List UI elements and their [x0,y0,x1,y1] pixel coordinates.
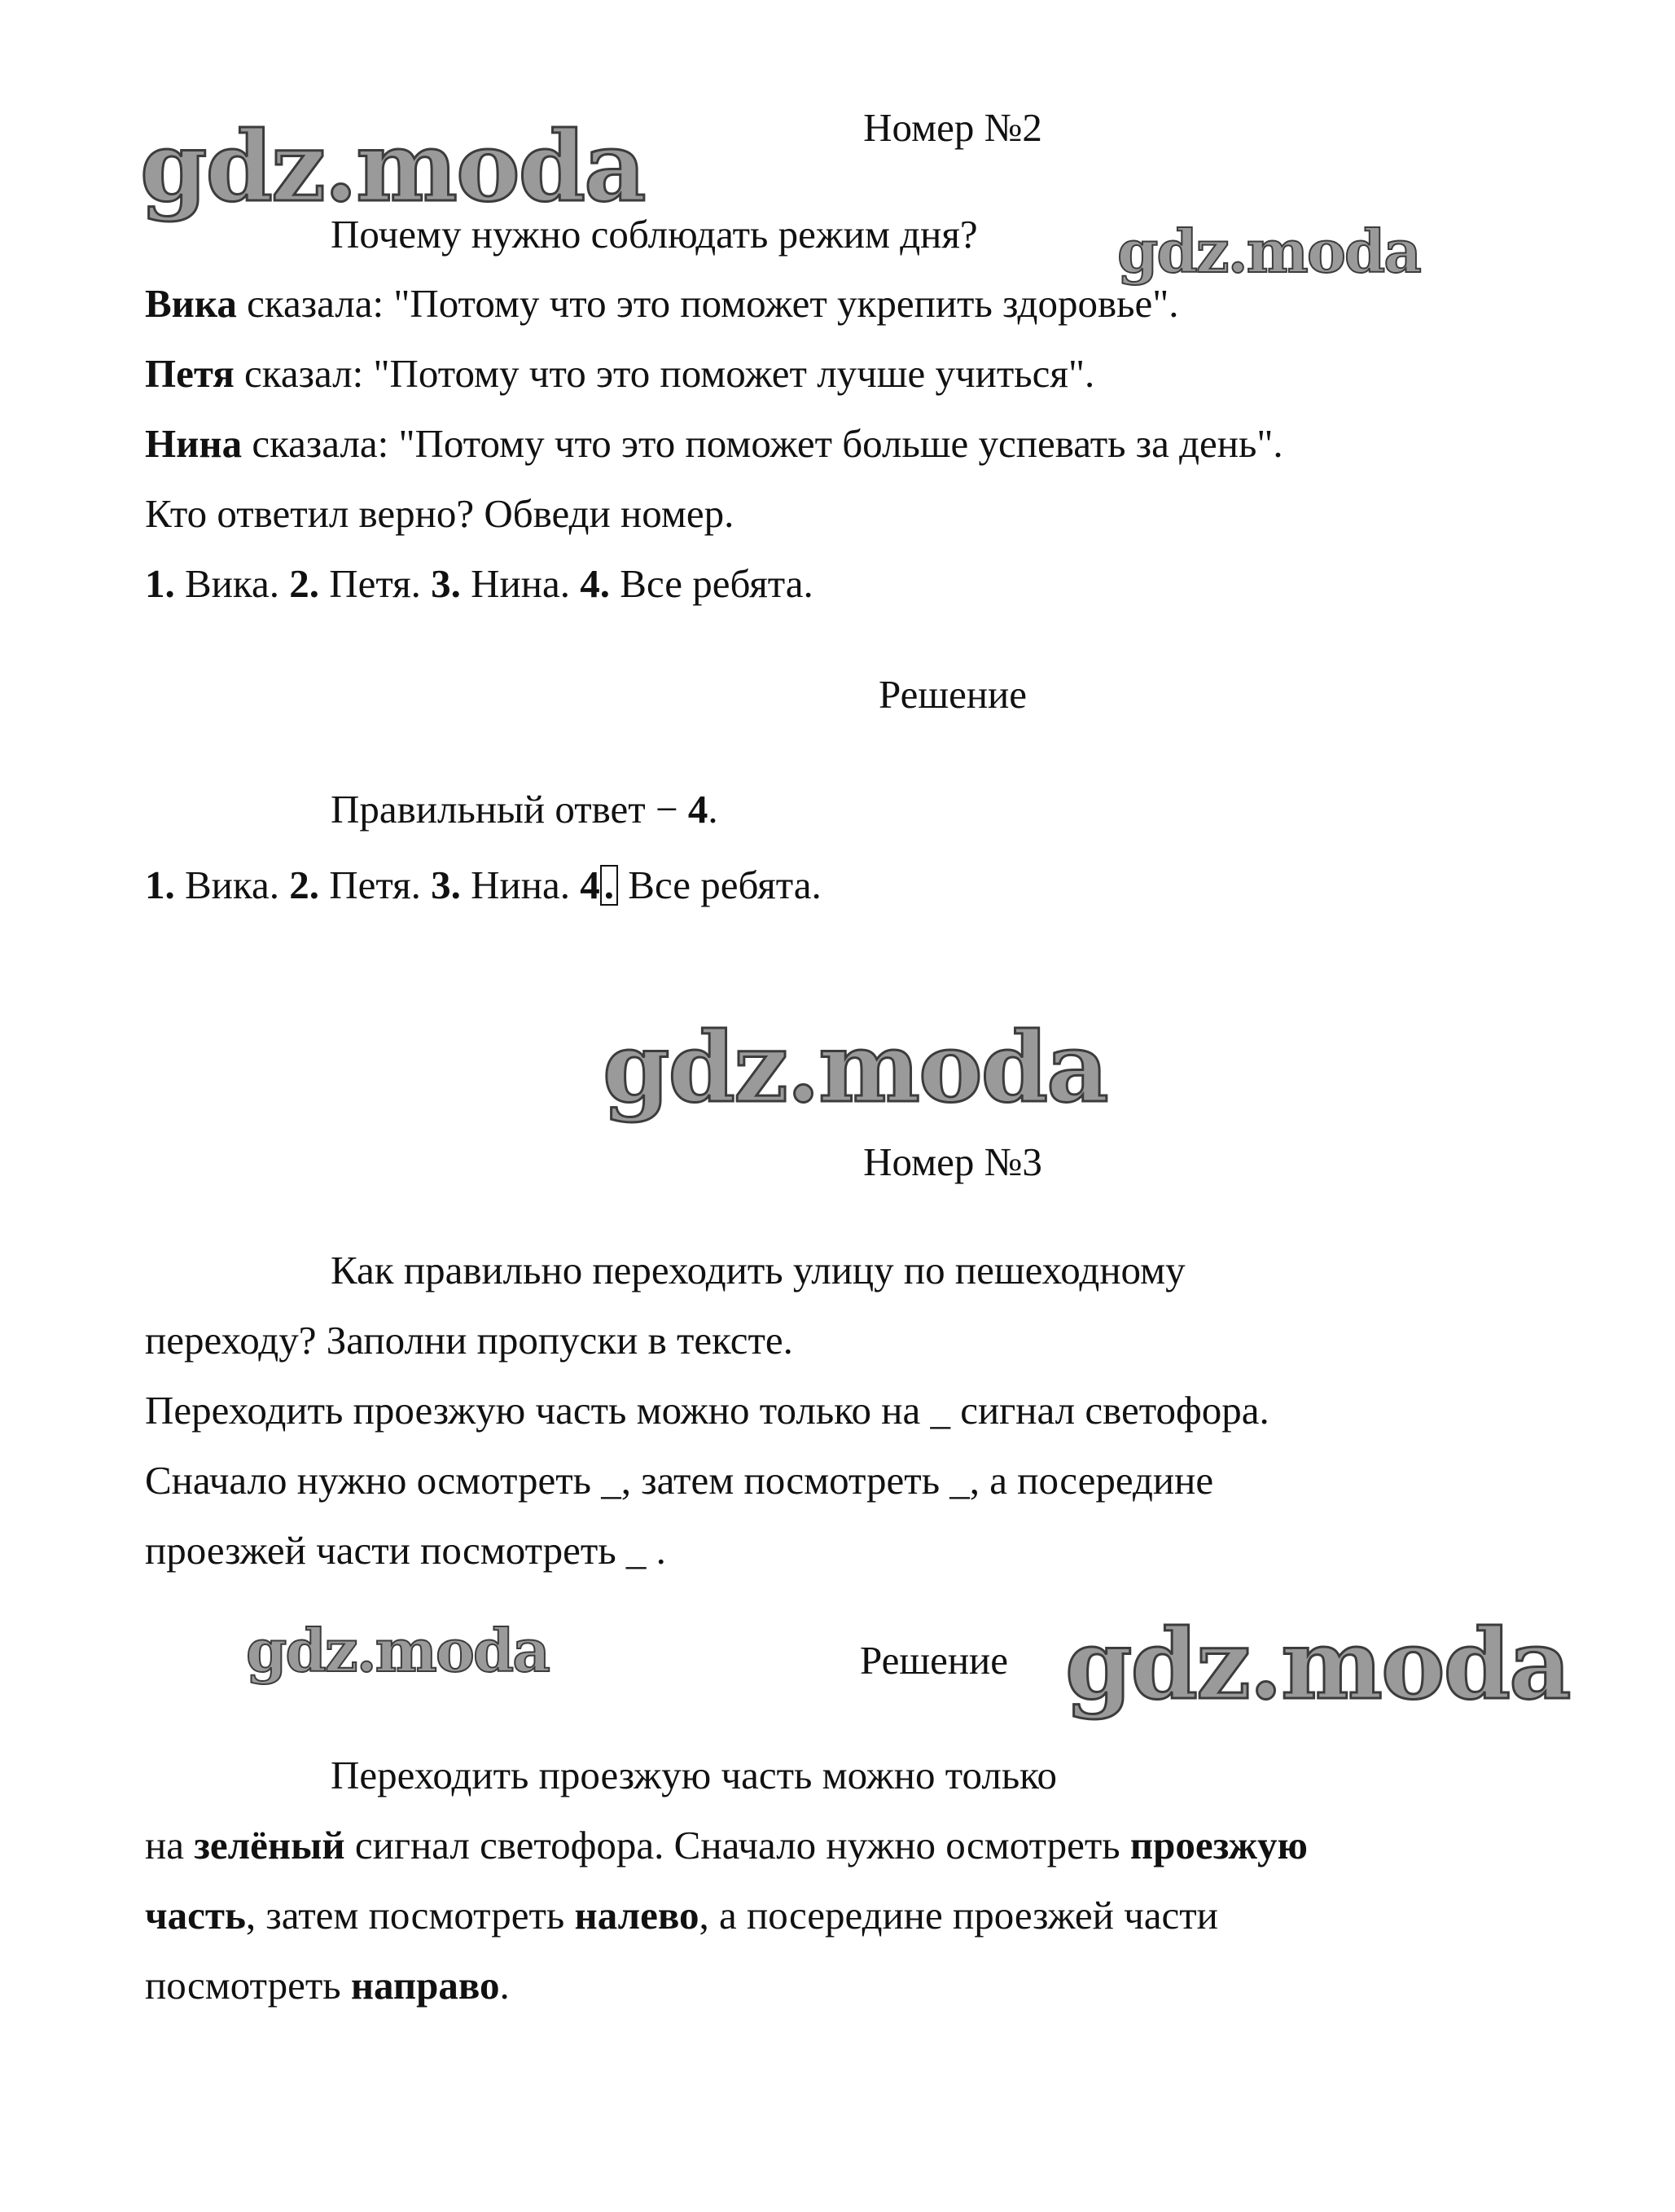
option-number-circled: 4 [580,862,600,907]
circled-answer-mark [600,862,618,907]
task2-answer-vika [145,279,1178,328]
task3-text-line2: Сначало нужно осмотреть _, затем посмотреть _, а посередине [145,1458,1214,1503]
solution-text: , а посередине проезжей части [699,1893,1218,1938]
option-label: Все ребята. [618,862,822,907]
option-label: Все ребята. [610,561,813,606]
task2-solution-heading: Решение [878,672,1028,717]
option-number: 1. [145,862,175,907]
option-number: 1. [145,561,175,606]
option-number: 2. [289,561,319,606]
answer-text: сказала: "Потому что это поможет больше успевать за день". [242,421,1283,466]
task3-question-line2: переходу? Заполни пропуски в тексте. [145,1318,793,1363]
watermark-logo: gdz.moda [140,110,645,223]
task2-options [145,560,813,608]
task3-number: Номер №3 [863,1139,1042,1184]
solution-answer: налево [574,1893,699,1938]
task2-options-answered [145,861,822,910]
option-label: Нина. [460,862,581,907]
correct-prefix: Правильный ответ − [331,787,688,832]
task3-text-line3: проезжей части посмотреть _ . [145,1528,666,1573]
watermark-logo: gdz.moda [603,1011,1107,1124]
answer-name: Нина [145,421,243,466]
task3-question-line1: Как правильно переходить улицу по пешеходному [331,1248,1186,1293]
solution-text: сигнал светофора. Сначало нужно осмотреть [344,1823,1130,1867]
answer-text: сказал: "Потому что это поможет лучше учиться". [234,351,1095,396]
task3-solution-heading: Решение [860,1638,1009,1683]
task3-solution-line4 [145,1961,510,2010]
correct-value: 4 [687,787,708,832]
solution-answer: часть [145,1893,246,1938]
task3-solution-line3 [145,1891,1218,1940]
option-number: 3. [431,561,461,606]
watermark-logo: gdz.moda [1117,217,1420,286]
solution-answer: проезжую [1129,1823,1308,1867]
circled-dot: . [603,862,615,907]
solution-text: . [499,1963,510,2008]
watermark-logo: gdz.moda [1065,1608,1570,1721]
option-label: Петя. [318,561,432,606]
answer-name: Петя [145,351,235,396]
task3-solution-line2 [145,1821,1308,1870]
option-label: Нина. [460,561,581,606]
task2-answer-nina [145,419,1283,468]
solution-text: посмотреть [145,1963,351,2008]
option-number: 3. [431,862,461,907]
task2-question: Почему нужно соблюдать режим дня? [331,212,978,257]
task2-number: Номер №2 [863,105,1042,150]
answer-text: сказала: "Потому что это поможет укрепить здоровье". [236,281,1179,326]
task2-prompt: Кто ответил верно? Обведи номер. [145,491,734,536]
option-label: Петя. [318,862,432,907]
solution-text: , затем посмотреть [245,1893,575,1938]
task3-text-line1: Переходить проезжую часть можно только на _ сигнал светофора. [145,1388,1269,1433]
option-number: 2. [289,862,319,907]
option-number: 4. [580,561,611,606]
answer-name: Вика [145,281,237,326]
option-label: Вика. [174,561,290,606]
option-label: Вика. [174,862,290,907]
task2-correct-answer [331,785,718,834]
task3-solution-line1: Переходить проезжую часть можно только [331,1753,1057,1797]
solution-text: на [145,1823,195,1867]
solution-answer: направо [350,1963,500,2008]
solution-answer: зелёный [194,1823,345,1867]
watermark-logo: gdz.moda [246,1616,549,1685]
correct-suffix: . [708,787,718,832]
task2-answer-petya [145,349,1094,398]
